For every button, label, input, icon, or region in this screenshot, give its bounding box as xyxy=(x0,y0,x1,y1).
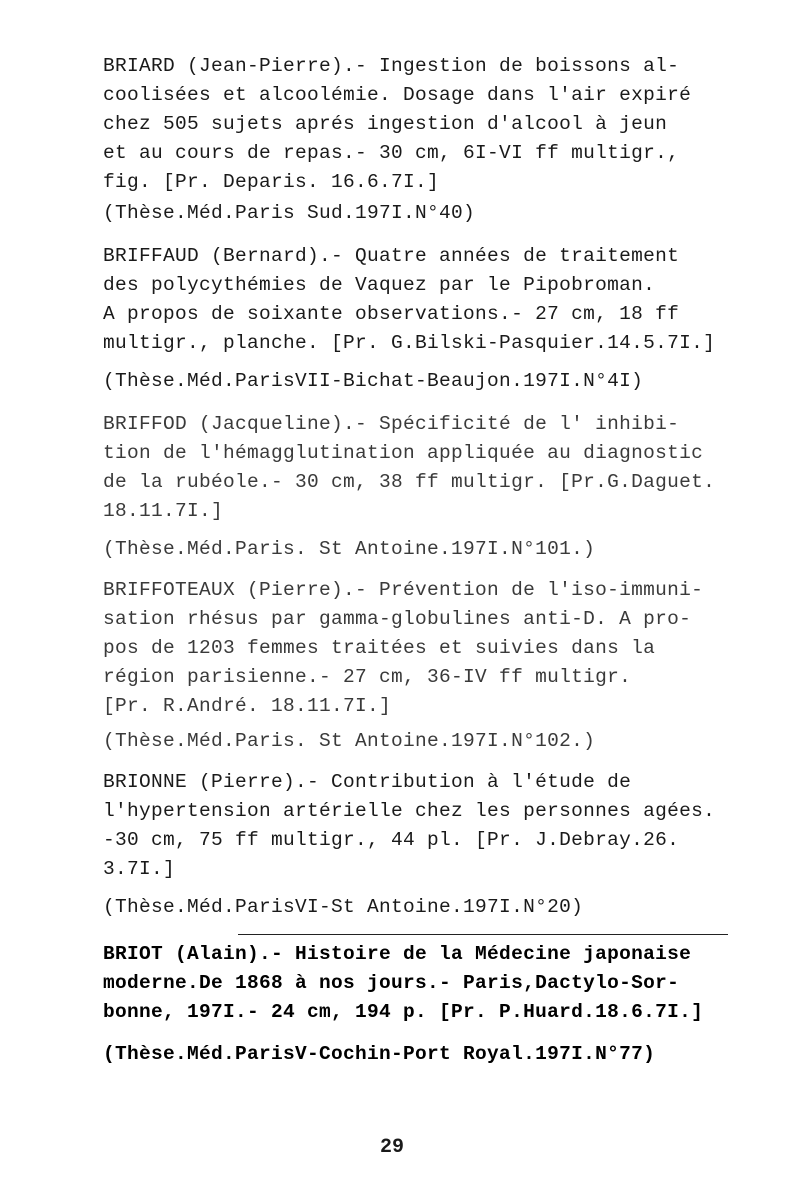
entry-line: multigr., planche. [Pr. G.Bilski-Pasquier.14.5.7I.] xyxy=(103,332,716,354)
page-number: 29 xyxy=(380,1136,405,1159)
separator-line xyxy=(238,934,728,935)
entry-line: région parisienne.- 27 cm, 36-IV ff multigr. xyxy=(103,666,632,688)
entry-line: BRIONNE (Pierre).- Contribution à l'étude de xyxy=(103,771,632,793)
thesis-reference: (Thèse.Méd.Paris. St Antoine.197I.N°102.) xyxy=(103,730,596,752)
entry-line: bonne, 197I.- 24 cm, 194 p. [Pr. P.Huard.18.6.7I.] xyxy=(103,1001,704,1023)
entry-line: chez 505 sujets aprés ingestion d'alcool à jeun xyxy=(103,113,668,135)
bibliography-entry-briot xyxy=(103,940,723,1027)
bibliography-entry-briffoteaux xyxy=(103,576,723,721)
entry-line: -30 cm, 75 ff multigr., 44 pl. [Pr. J.Debray.26. xyxy=(103,829,680,851)
entry-line: moderne.De 1868 à nos jours.- Paris,Dactylo-Sor- xyxy=(103,972,680,994)
bibliography-entry-briard xyxy=(103,52,723,197)
entry-line: 3.7I.] xyxy=(103,858,176,880)
entry-line: de la rubéole.- 30 cm, 38 ff multigr. [Pr.G.Daguet. xyxy=(103,471,716,493)
entry-line: BRIFFAUD (Bernard).- Quatre années de traitement xyxy=(103,245,680,267)
entry-line: pos de 1203 femmes traitées et suivies dans la xyxy=(103,637,656,659)
bibliography-entry-briffod xyxy=(103,410,723,526)
entry-line: BRIARD (Jean-Pierre).- Ingestion de boissons al- xyxy=(103,55,680,77)
entry-line: [Pr. R.André. 18.11.7I.] xyxy=(103,695,392,717)
entry-line: 18.11.7I.] xyxy=(103,500,224,522)
thesis-reference: (Thèse.Méd.ParisV-Cochin-Port Royal.197I.N°77) xyxy=(103,1043,656,1065)
thesis-reference: (Thèse.Méd.Paris Sud.197I.N°40) xyxy=(103,202,476,224)
entry-line: l'hypertension artérielle chez les personnes agées. xyxy=(103,800,716,822)
thesis-reference: (Thèse.Méd.Paris. St Antoine.197I.N°101.) xyxy=(103,538,596,560)
bibliography-entry-brionne xyxy=(103,768,723,884)
entry-line: des polycythémies de Vaquez par le Pipobroman. xyxy=(103,274,656,296)
entry-line: sation rhésus par gamma-globulines anti-D. A pro- xyxy=(103,608,692,630)
thesis-reference: (Thèse.Méd.ParisVII-Bichat-Beaujon.197I.N°4I) xyxy=(103,370,644,392)
entry-line: et au cours de repas.- 30 cm, 6I-VI ff multigr., xyxy=(103,142,680,164)
entry-line: fig. [Pr. Deparis. 16.6.7I.] xyxy=(103,171,440,193)
entry-line: A propos de soixante observations.- 27 cm, 18 ff xyxy=(103,303,680,325)
entry-line: BRIFFOTEAUX (Pierre).- Prévention de l'iso-immuni- xyxy=(103,579,704,601)
entry-line: coolisées et alcoolémie. Dosage dans l'air expiré xyxy=(103,84,692,106)
entry-line: BRIFFOD (Jacqueline).- Spécificité de l' inhibi- xyxy=(103,413,680,435)
entry-line: tion de l'hémagglutination appliquée au diagnostic xyxy=(103,442,704,464)
entry-line: BRIOT (Alain).- Histoire de la Médecine japonaise xyxy=(103,943,692,965)
bibliography-entry-briffaud xyxy=(103,242,723,358)
thesis-reference: (Thèse.Méd.ParisVI-St Antoine.197I.N°20) xyxy=(103,896,584,918)
